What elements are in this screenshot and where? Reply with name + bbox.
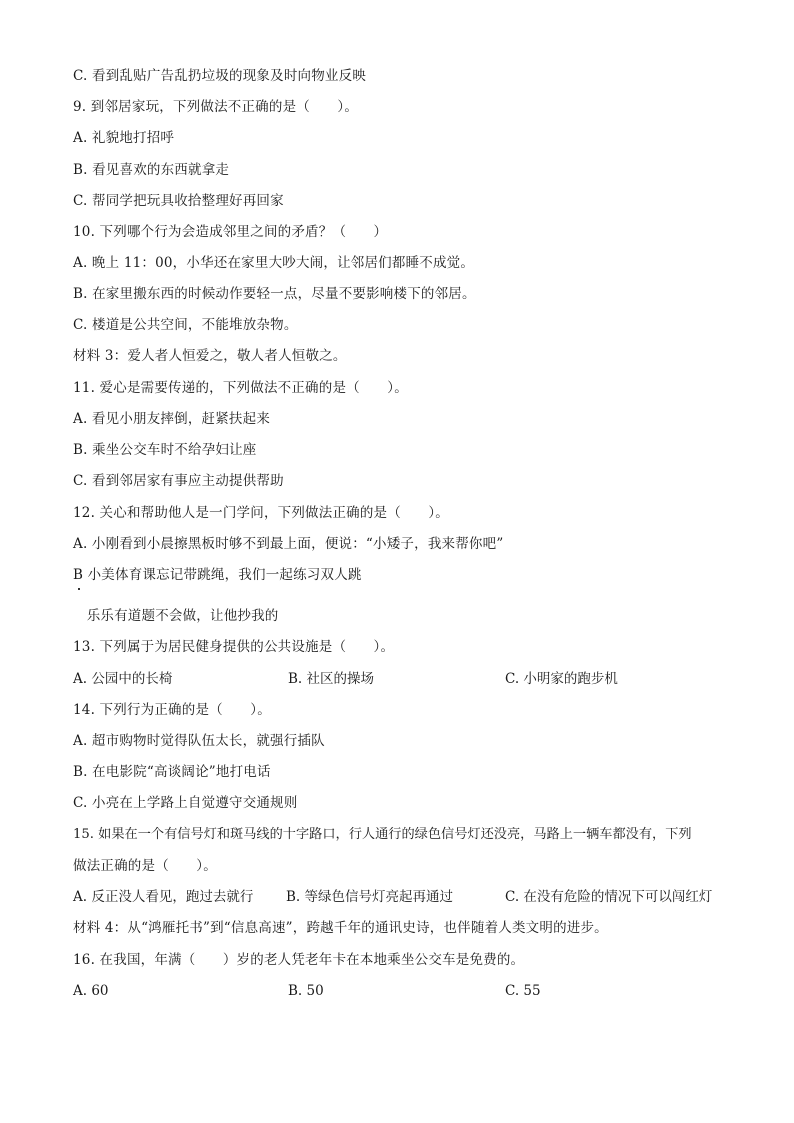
q9-option-b: B. 看见喜欢的东西就拿走: [73, 162, 230, 178]
q15-option-a: A. 反正没人看见，跑过去就行: [73, 889, 254, 905]
q16-option-c: C. 55: [505, 983, 541, 999]
q11-option-a: A. 看见小朋友摔倒，赶紧扶起来: [73, 411, 271, 427]
q12-option-c: 乐乐有道题不会做，让他抄我的: [73, 608, 279, 624]
q12-option-a: A. 小刚看到小晨擦黑板时够不到最上面，便说：“小矮子，我来帮你吧”: [73, 536, 504, 552]
q13-stem: 13. 下列属于为居民健身提供的公共设施是（ ）。: [73, 639, 395, 655]
q11-stem: 11. 爱心是需要传递的，下列做法不正确的是（ ）。: [73, 380, 408, 396]
q13-option-c: C. 小明家的跑步机: [505, 671, 618, 687]
q16-option-a: A. 60: [73, 983, 109, 999]
q13-option-a: A. 公园中的长椅: [73, 671, 173, 687]
q15-stem: 15. 如果在一个有信号灯和斑马线的十字路口，行人通行的绿色信号灯还没亮，马路上一辆车都没有，下列: [73, 827, 692, 842]
q15-option-b: B. 等绿色信号灯亮起再通过: [286, 889, 454, 905]
q13-option-b: B. 社区的操场: [288, 671, 375, 687]
q15-stem-cont: 做法正确的是（ ）。: [73, 858, 217, 874]
q14-stem: 14. 下列行为正确的是（ ）。: [73, 702, 271, 718]
q14-option-a: A. 超市购物时觉得队伍太长，就强行插队: [73, 733, 325, 749]
q9-stem: 9. 到邻居家玩，下列做法不正确的是（ ）。: [73, 99, 359, 115]
q14-option-b: B. 在电影院“高谈阔论”地打电话: [73, 764, 271, 780]
q16-option-b: B. 50: [288, 983, 324, 999]
q8-option-c: C. 看到乱贴广告乱扔垃圾的现象及时向物业反映: [73, 68, 367, 84]
q10-stem: 10. 下列哪个行为会造成邻里之间的矛盾？（ ）: [73, 224, 388, 240]
q10-option-c: C. 楼道是公共空间，不能堆放杂物。: [73, 317, 298, 333]
q16-stem: 16. 在我国，年满（ ）岁的老人凭老年卡在本地乘坐公交车是免费的。: [73, 952, 525, 968]
q14-option-c: C. 小亮在上学路上自觉遵守交通规则: [73, 795, 298, 811]
material-4: 材料 4：从“鸿雁托书”到“信息高速”，跨越千年的通讯史诗，也伴随着人类文明的进步。: [73, 920, 608, 936]
q15-option-c: C. 在没有危险的情况下可以闯红灯: [505, 889, 713, 905]
q11-option-c: C. 看到邻居家有事应主动提供帮助: [73, 473, 284, 489]
q11-option-b: B. 乘坐公交车时不给孕妇让座: [73, 442, 257, 458]
q9-option-a: A. 礼貌地打招呼: [73, 130, 175, 146]
stray-mark: [78, 588, 80, 590]
q12-stem: 12. 关心和帮助他人是一门学问，下列做法正确的是（ ）。: [73, 505, 450, 521]
material-3: 材料 3：爱人者人恒爱之，敬人者人恒敬之。: [73, 348, 347, 364]
q10-option-b: B. 在家里搬东西的时候动作要轻一点，尽量不要影响楼下的邻居。: [73, 286, 476, 302]
q10-option-a: A. 晚上 11：00，小华还在家里大吵大闹，让邻居们都睡不成觉。: [73, 255, 475, 271]
q9-option-c: C. 帮同学把玩具收拾整理好再回家: [73, 193, 284, 209]
q12-option-b: B 小美体育课忘记带跳绳，我们一起练习双人跳: [73, 567, 362, 583]
